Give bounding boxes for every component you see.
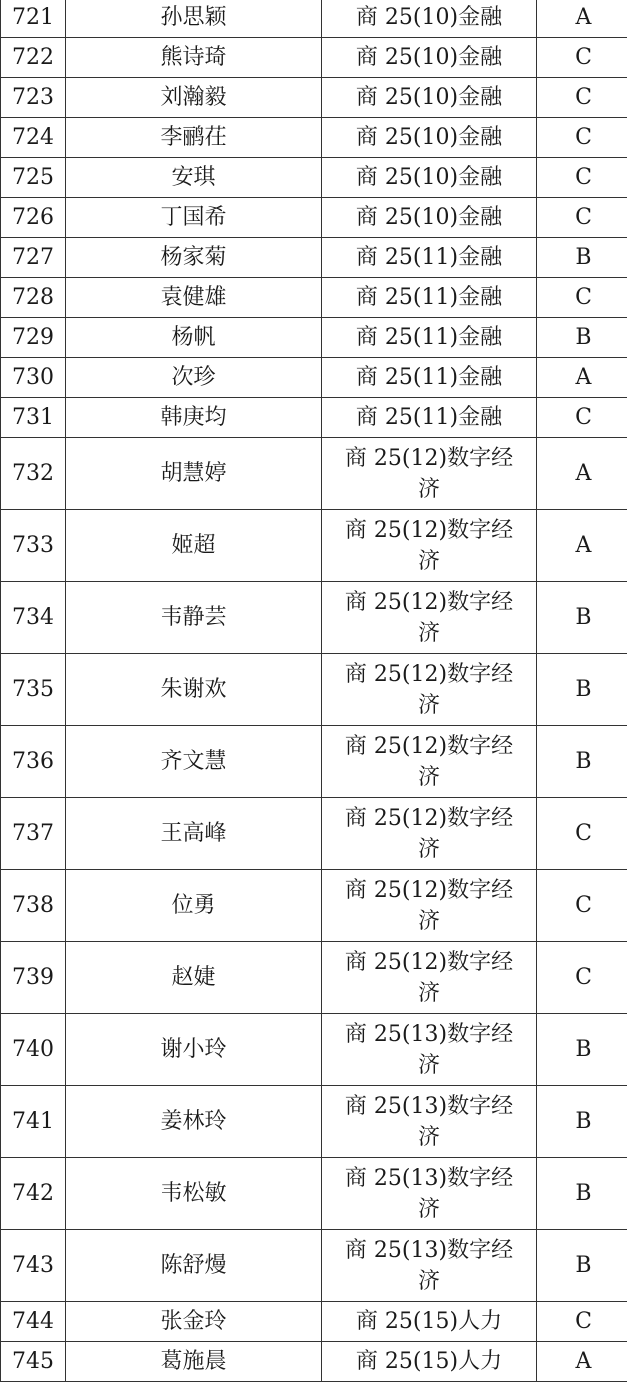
- grade: C: [537, 158, 627, 198]
- class-name: [322, 78, 537, 118]
- roster-body: [1, 0, 627, 1382]
- class-text: 商 25(13)数字经济: [344, 1237, 514, 1294]
- table-row: [1, 654, 627, 726]
- grade: B: [537, 1158, 627, 1230]
- student-name: 赵婕: [66, 942, 322, 1014]
- class-name: [322, 1342, 537, 1382]
- class-text: 商 25(12)数字经济: [344, 805, 514, 862]
- class-name: [322, 198, 537, 238]
- table-row: [1, 1302, 627, 1342]
- class-name: [322, 510, 537, 582]
- class-text: 商 25(11)金融: [355, 365, 503, 390]
- grade: C: [537, 278, 627, 318]
- table-row: [1, 38, 627, 78]
- row-number: 735: [1, 654, 66, 726]
- class-name: [322, 726, 537, 798]
- grade: B: [537, 654, 627, 726]
- row-number: 721: [1, 0, 66, 38]
- class-text: 商 25(12)数字经济: [344, 445, 514, 502]
- student-name: 杨家菊: [66, 238, 322, 278]
- class-text: 商 25(12)数字经济: [344, 589, 514, 646]
- table-row: [1, 1014, 627, 1086]
- class-text: 商 25(11)金融: [355, 285, 503, 310]
- row-number: 729: [1, 318, 66, 358]
- grade: C: [537, 38, 627, 78]
- row-number: 733: [1, 510, 66, 582]
- student-name: 熊诗琦: [66, 38, 322, 78]
- table-row: [1, 118, 627, 158]
- class-name: [322, 0, 537, 38]
- table-row: [1, 438, 627, 510]
- row-number: 744: [1, 1302, 66, 1342]
- student-name: 朱谢欢: [66, 654, 322, 726]
- class-text: 商 25(13)数字经济: [344, 1093, 514, 1150]
- student-name: 袁健雄: [66, 278, 322, 318]
- class-text: 商 25(10)金融: [355, 5, 503, 30]
- student-name: 李鹂茌: [66, 118, 322, 158]
- class-name: [322, 654, 537, 726]
- class-name: [322, 398, 537, 438]
- grade: A: [537, 0, 627, 38]
- class-name: [322, 278, 537, 318]
- class-name: [322, 438, 537, 510]
- class-name: [322, 238, 537, 278]
- class-text: 商 25(12)数字经济: [344, 877, 514, 934]
- grade: B: [537, 582, 627, 654]
- student-name: 安琪: [66, 158, 322, 198]
- table-row: [1, 510, 627, 582]
- student-name: 王高峰: [66, 798, 322, 870]
- row-number: 741: [1, 1086, 66, 1158]
- class-name: [322, 1086, 537, 1158]
- class-text: 商 25(11)金融: [355, 325, 503, 350]
- class-name: [322, 582, 537, 654]
- class-text: 商 25(12)数字经济: [344, 661, 514, 718]
- row-number: 736: [1, 726, 66, 798]
- table-row: [1, 398, 627, 438]
- class-text: 商 25(12)数字经济: [344, 949, 514, 1006]
- row-number: 725: [1, 158, 66, 198]
- class-name: [322, 798, 537, 870]
- row-number: 737: [1, 798, 66, 870]
- class-text: 商 25(10)金融: [355, 125, 503, 150]
- row-number: 734: [1, 582, 66, 654]
- student-name: 谢小玲: [66, 1014, 322, 1086]
- row-number: 724: [1, 118, 66, 158]
- table-row: [1, 870, 627, 942]
- row-number: 739: [1, 942, 66, 1014]
- grade: B: [537, 318, 627, 358]
- row-number: 745: [1, 1342, 66, 1382]
- class-name: [322, 1158, 537, 1230]
- table-row: [1, 1230, 627, 1302]
- grade: C: [537, 942, 627, 1014]
- student-name: 韩庚均: [66, 398, 322, 438]
- grade: A: [537, 438, 627, 510]
- class-text: 商 25(11)金融: [355, 245, 503, 270]
- table-row: [1, 1342, 627, 1382]
- table-row: [1, 238, 627, 278]
- grade: B: [537, 726, 627, 798]
- class-text: 商 25(11)金融: [355, 405, 503, 430]
- student-name: 姬超: [66, 510, 322, 582]
- student-name: 刘瀚毅: [66, 78, 322, 118]
- student-name: 齐文慧: [66, 726, 322, 798]
- grade: C: [537, 798, 627, 870]
- class-name: [322, 318, 537, 358]
- class-text: 商 25(10)金融: [355, 85, 503, 110]
- class-text: 商 25(12)数字经济: [344, 517, 514, 574]
- student-name: 杨帆: [66, 318, 322, 358]
- table-row: [1, 942, 627, 1014]
- class-text: 商 25(12)数字经济: [344, 733, 514, 790]
- row-number: 726: [1, 198, 66, 238]
- grade: A: [537, 510, 627, 582]
- table-row: [1, 582, 627, 654]
- student-name: 姜林玲: [66, 1086, 322, 1158]
- grade: C: [537, 398, 627, 438]
- student-name: 葛施晨: [66, 1342, 322, 1382]
- table-row: [1, 726, 627, 798]
- grade: B: [537, 1230, 627, 1302]
- student-name: 丁国希: [66, 198, 322, 238]
- class-text: 商 25(15)人力: [355, 1309, 503, 1334]
- grade: C: [537, 78, 627, 118]
- class-name: [322, 118, 537, 158]
- table-row: [1, 1158, 627, 1230]
- table-row: [1, 318, 627, 358]
- class-text: 商 25(10)金融: [355, 45, 503, 70]
- class-name: [322, 942, 537, 1014]
- table-row: [1, 798, 627, 870]
- grade: B: [537, 1086, 627, 1158]
- row-number: 742: [1, 1158, 66, 1230]
- table-row: [1, 78, 627, 118]
- student-name: 陈舒熳: [66, 1230, 322, 1302]
- class-text: 商 25(10)金融: [355, 205, 503, 230]
- grade: C: [537, 870, 627, 942]
- row-number: 738: [1, 870, 66, 942]
- class-name: [322, 158, 537, 198]
- row-number: 722: [1, 38, 66, 78]
- row-number: 743: [1, 1230, 66, 1302]
- student-name: 张金玲: [66, 1302, 322, 1342]
- class-name: [322, 870, 537, 942]
- student-name: 次珍: [66, 358, 322, 398]
- grade: A: [537, 358, 627, 398]
- row-number: 728: [1, 278, 66, 318]
- row-number: 727: [1, 238, 66, 278]
- class-name: [322, 358, 537, 398]
- row-number: 731: [1, 398, 66, 438]
- table-row: [1, 158, 627, 198]
- class-name: [322, 38, 537, 78]
- table-row: [1, 0, 627, 38]
- student-name: 韦静芸: [66, 582, 322, 654]
- row-number: 723: [1, 78, 66, 118]
- class-text: 商 25(15)人力: [355, 1349, 503, 1374]
- row-number: 732: [1, 438, 66, 510]
- class-text: 商 25(13)数字经济: [344, 1021, 514, 1078]
- student-name: 位勇: [66, 870, 322, 942]
- grade: C: [537, 1302, 627, 1342]
- grade: B: [537, 238, 627, 278]
- class-name: [322, 1230, 537, 1302]
- grade: C: [537, 118, 627, 158]
- table-row: [1, 278, 627, 318]
- student-name: 韦松敏: [66, 1158, 322, 1230]
- row-number: 730: [1, 358, 66, 398]
- grade: A: [537, 1342, 627, 1382]
- grade: C: [537, 198, 627, 238]
- class-text: 商 25(10)金融: [355, 165, 503, 190]
- class-text: 商 25(13)数字经济: [344, 1165, 514, 1222]
- class-name: [322, 1302, 537, 1342]
- class-name: [322, 1014, 537, 1086]
- table-row: [1, 198, 627, 238]
- table-row: [1, 358, 627, 398]
- table-row: [1, 1086, 627, 1158]
- student-name: 胡慧婷: [66, 438, 322, 510]
- row-number: 740: [1, 1014, 66, 1086]
- student-name: 孙思颖: [66, 0, 322, 38]
- grade: B: [537, 1014, 627, 1086]
